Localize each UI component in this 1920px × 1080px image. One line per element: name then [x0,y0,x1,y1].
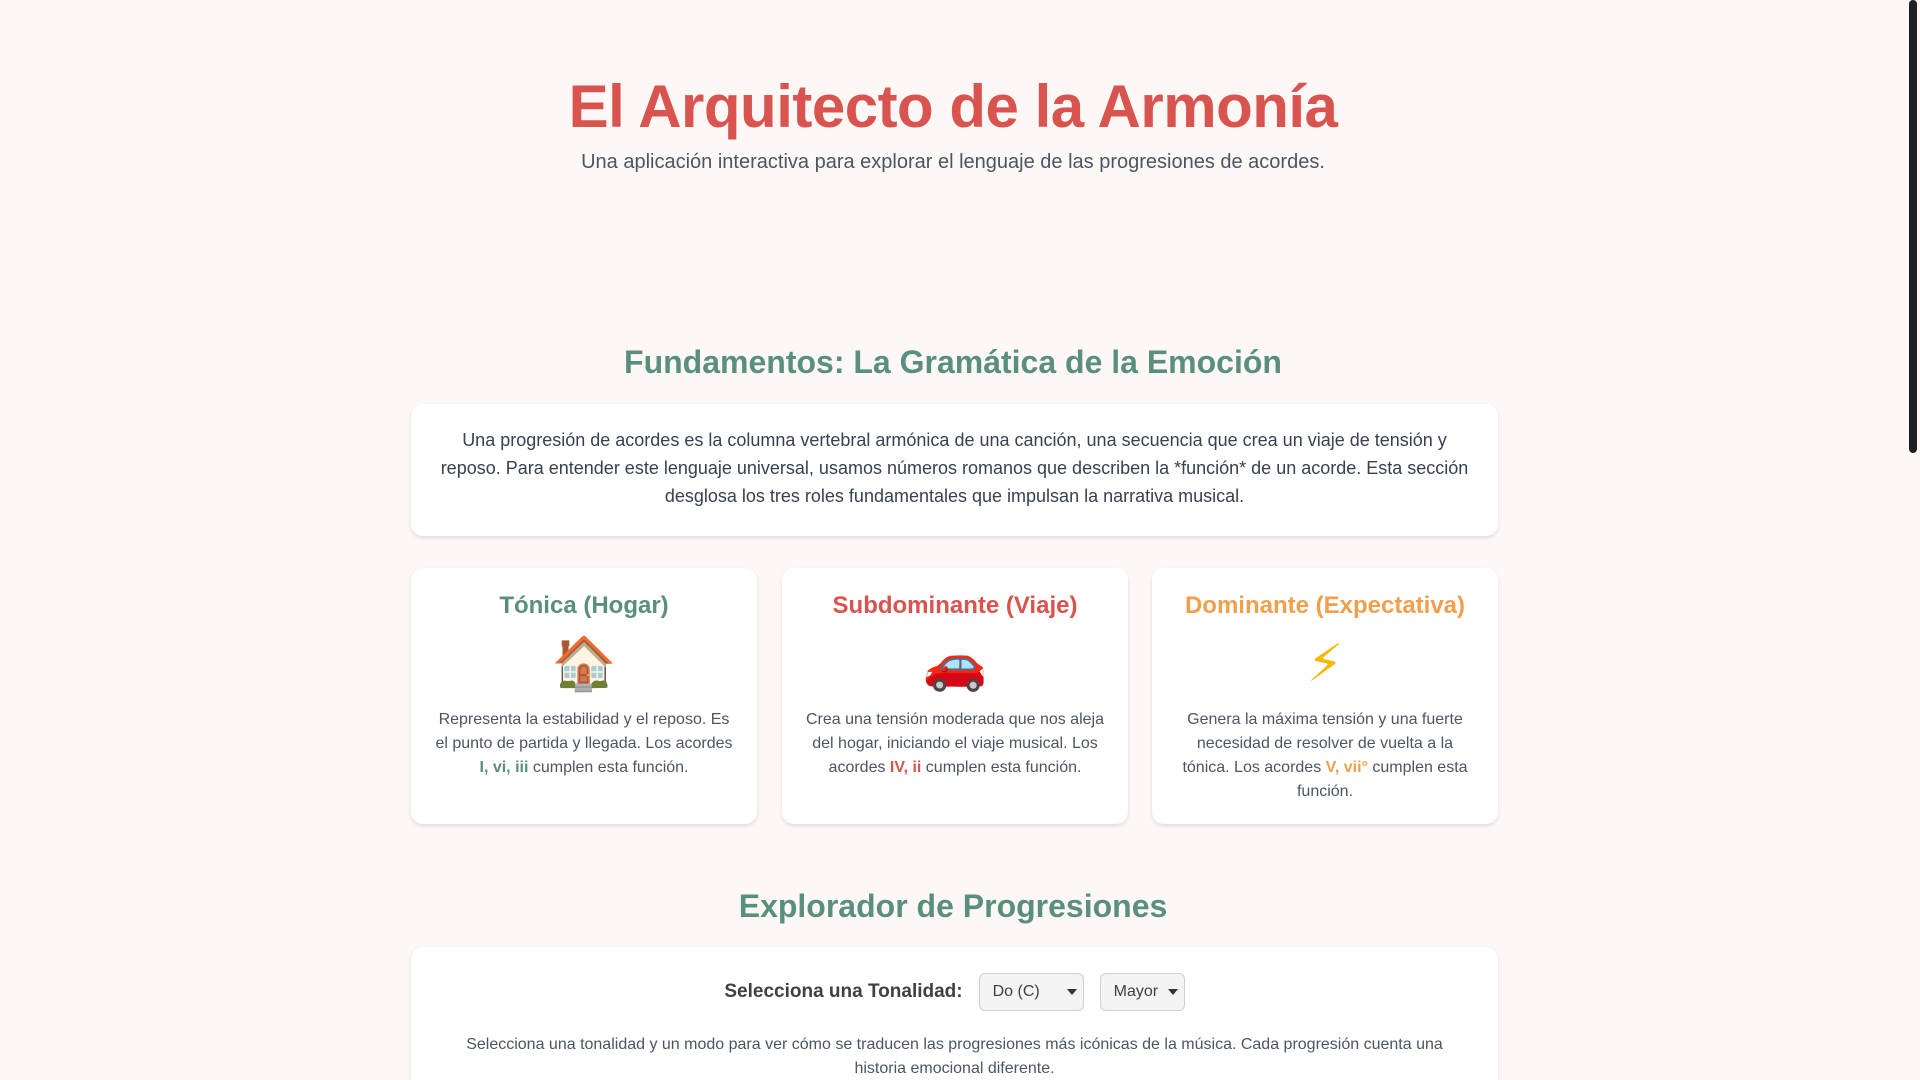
role-chords-tonic: I, vi, iii [479,759,529,776]
house-icon: 🏠 [551,634,617,694]
key-select-value: Do (C) [992,983,1040,1000]
role-text-dominant-end: cumplen esta función. [1296,759,1468,800]
fundamentals-title: Fundamentos: La Gramática de la Emoción [624,344,1282,380]
role-text-dominant: Genera la máxima tensión y una fuerte necesidad de resolver de vuelta a la tónica. Los acordes [1182,711,1463,776]
fundamentals-intro-card [411,404,1498,536]
chevron-down-icon [1067,989,1077,995]
role-description-tonic [433,708,735,780]
key-label: Selecciona una Tonalidad: [724,981,963,1002]
role-text-tonic-end: cumplen esta función. [528,759,689,776]
role-title-subdominant: Subdominante (Viaje) [832,592,1078,619]
mode-select-value: Mayor [1113,983,1159,1000]
explorer-title: Explorador de Progresiones [738,888,1168,924]
scrollbar[interactable] [1906,0,1920,1080]
chevron-down-icon [1168,989,1178,995]
key-selector-row [411,972,1498,1012]
role-card-tonic [411,568,757,824]
fundamentals-intro-text: Una progresión de acordes es la columna vertebral armónica de una canción, una secuencia que crea un viaje de tensión y reposo. Para entender este lenguaje universal, usamos números romanos que describen la *función* de un acorde. Esta sección desglosa los tres roles fundamentales que impulsan la narrativa musical. [440,430,1469,506]
explorer-card [411,947,1498,1080]
role-card-dominant [1152,568,1498,824]
role-text-tonic: Representa la estabilidad y el reposo. Es el punto de partida y llegada. Los acordes [435,711,733,752]
role-description-dominant [1174,708,1476,804]
role-chords-dominant: V, vii° [1325,759,1368,776]
scrollbar-thumb[interactable] [1909,0,1917,453]
role-description-subdominant [804,708,1106,780]
lightning-icon: ⚡ [1306,634,1344,694]
role-title-dominant: Dominante (Expectativa) [1184,592,1466,619]
role-chords-subdominant: IV, ii [889,759,922,776]
page-title: El Arquitecto de la Armonía [568,73,1338,140]
explorer-description: Selecciona una tonalidad y un modo para ver cómo se traducen las progresiones más icónicas de la música. Cada progresión cuenta una historia emocional diferente. [466,1036,1443,1077]
role-text-subdominant: Crea una tensión moderada que nos aleja del hogar, iniciando el viaje musical. Los acordes [806,711,1104,776]
mode-select[interactable] [1100,973,1185,1011]
key-select[interactable] [979,973,1084,1011]
car-icon: 🚗 [922,634,988,694]
role-title-tonic: Tónica (Hogar) [499,592,669,619]
role-card-subdominant [782,568,1128,824]
page-subtitle: Una aplicación interactiva para explorar el lenguaje de las progresiones de acordes. [581,151,1325,173]
role-text-subdominant-end: cumplen esta función. [921,759,1082,776]
